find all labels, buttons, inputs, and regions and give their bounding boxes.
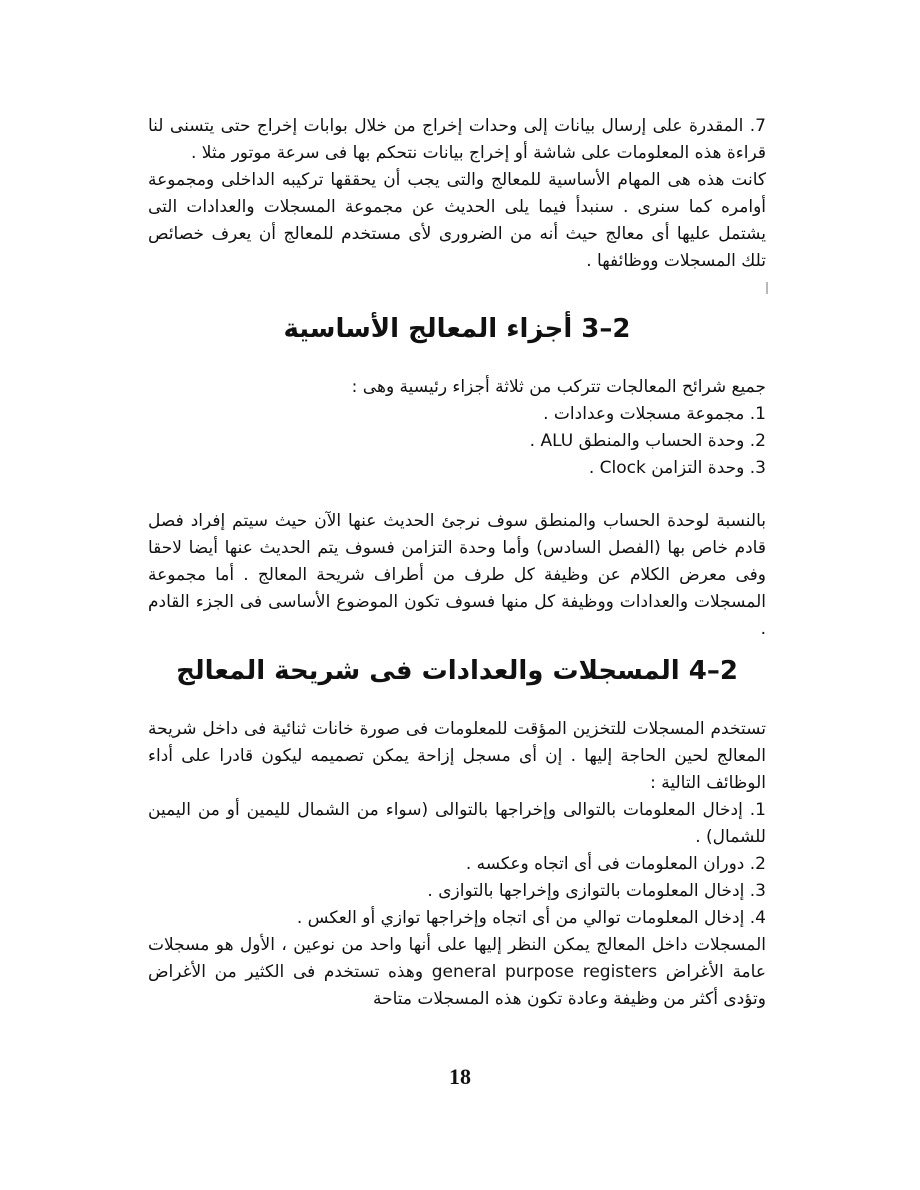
section-2-3-paragraph: بالنسبة لوحدة الحساب والمنطق سوف نرجئ الحديث عنها الآن حيث سيتم إفراد فصل قادم خاص بها (الفصل السادس) وأما وحدة التزامن فسوف يتم الحديث عنها أيضا لاحقا وفى معرض الكلام عن وظيفة كل طرف من أطراف شريحة المعالج . أما مجموعة المسجلات والعدادات ووظيفة كل منها فسوف تكون الموضوع الأساسى فى الجزء القادم .: [148, 511, 766, 639]
list-item: 3. إدخال المعلومات بالتوازى وإخراجها بالتوازى .: [427, 881, 766, 901]
intro-block: [148, 113, 766, 275]
list-item: 1. مجموعة مسجلات وعدادات .: [543, 404, 766, 424]
intro-item-7: 7. المقدرة على إرسال بيانات إلى وحدات إخراج من خلال بوابات إخراج حتى يتسنى لنا قراءة هذه المعلومات على شاشة أو إخراج بيانات نتحكم بها فى سرعة موتور مثلا .: [148, 116, 766, 163]
section-heading-2-4: 2–4 المسجلات والعدادات فى شريحة المعالج: [176, 656, 738, 686]
page-number: 18: [449, 1064, 471, 1089]
section-2-4-paragraph: المسجلات داخل المعالج يمكن النظر إليها على أنها واحد من نوعين ، الأول هو مسجلات عامة الأغراض general purpose registers وهذه تستخدم فى الكثير من الأغراض وتؤدى أكثر من وظيفة وعادة تكون هذه المسجلات متاحة: [148, 935, 766, 1009]
list-item: 1. إدخال المعلومات بالتوالى وإخراجها بالتوالى (سواء من الشمال لليمين أو من اليمين للشمال) .: [148, 800, 766, 847]
list-item: 2. دوران المعلومات فى أى اتجاه وعكسه .: [465, 854, 766, 874]
list-item: 2. وحدة الحساب والمنطق ALU .: [529, 431, 766, 451]
list-item: 4. إدخال المعلومات توالي من أى اتجاه وإخراجها توازي أو العكس .: [296, 908, 766, 928]
section-2-3-paragraph-block: [148, 508, 766, 643]
section-2-4-body: [148, 716, 766, 1013]
scan-mark: [766, 282, 768, 294]
section-2-3-lead: جميع شرائح المعالجات تتركب من ثلاثة أجزاء رئيسية وهى :: [351, 377, 766, 397]
section-heading-2-3: 2–3 أجزاء المعالج الأساسية: [283, 314, 631, 344]
section-2-4-lead: تستخدم المسجلات للتخزين المؤقت للمعلومات فى صورة خانات ثنائية فى داخل شريحة المعالج لحين الحاجة إليها . إن أى مسجل إزاحة يمكن تصميمه ليكون قادرا على أداء الوظائف التالية :: [148, 719, 766, 793]
section-2-3-body: [148, 374, 766, 482]
list-item: 3. وحدة التزامن Clock .: [588, 458, 766, 478]
intro-paragraph: كانت هذه هى المهام الأساسية للمعالج والتى يجب أن يحققها تركيبه الداخلى ومجموعة أوامره كما سنرى . سنبدأ فيما يلى الحديث عن مجموعة المسجلات والعدادات التى يشتمل عليها أى معالج حيث أنه من الضرورى لأى مستخدم للمعالج أن يعرف خصائص تلك المسجلات ووظائفها .: [148, 170, 766, 271]
